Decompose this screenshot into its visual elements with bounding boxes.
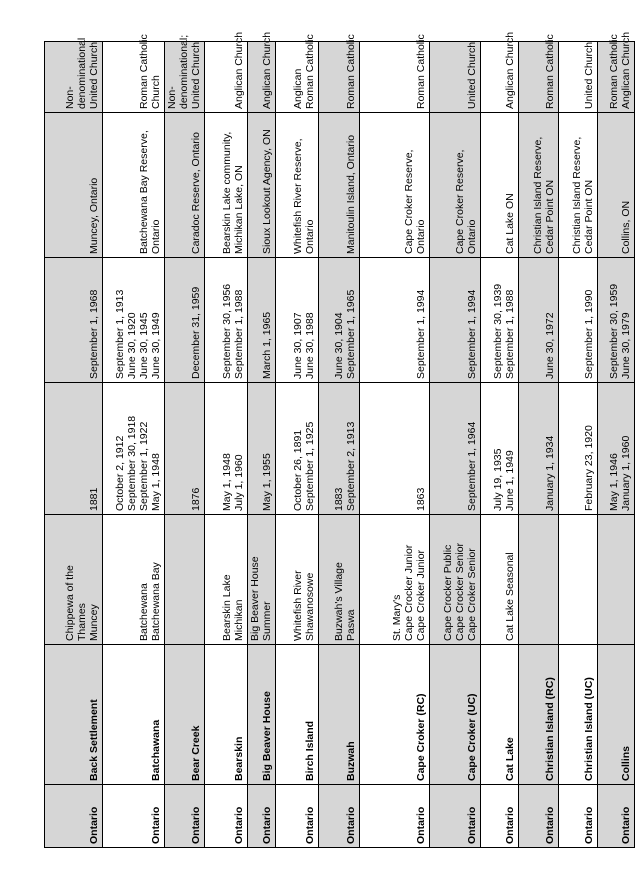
opened-date-line: September 1, 1922 <box>138 421 150 511</box>
opened-date-line: September 2, 1913 <box>345 421 357 511</box>
closed-date-cell <box>276 258 319 383</box>
school-names-line: Chippewa of the <box>64 565 76 641</box>
table-row <box>598 42 635 848</box>
school-names-cell <box>103 515 165 645</box>
opened-date-line: May 1, 1946 <box>608 453 620 511</box>
band-text: Christian Island (RC) <box>544 677 556 781</box>
table-row <box>319 42 360 848</box>
location-line: Collins, ON <box>620 200 632 254</box>
religion-cell <box>45 37 103 113</box>
location-line: Cape Croker Reserve, <box>403 149 415 254</box>
table-row <box>103 42 165 848</box>
school-names-line: Big Beaver House <box>249 556 261 641</box>
religion-line: Roman Catholic <box>345 34 357 109</box>
school-names-cell <box>205 515 248 645</box>
religion-line: Anglican <box>292 68 304 109</box>
opened-date-line: October 26, 1891 <box>292 429 304 511</box>
band-cell <box>276 645 319 785</box>
province-cell <box>559 785 598 848</box>
schools-table <box>44 31 635 848</box>
location-cell <box>519 113 559 258</box>
religion-line: Roman Catholic <box>415 34 427 109</box>
opened-date-line: July 1, 1960 <box>233 454 245 511</box>
band-cell <box>559 645 598 785</box>
opened-date-cell <box>481 383 519 515</box>
closed-date-line: September 30, 1956 <box>221 283 233 379</box>
location-line: Ontario <box>304 219 316 254</box>
closed-date-line: September 30, 1939 <box>492 283 504 379</box>
closed-date-cell <box>319 258 360 383</box>
band-text: Birch Island <box>304 720 316 781</box>
religion-cell <box>205 31 248 113</box>
province-cell <box>519 785 559 848</box>
religion-line: Anglican Church <box>233 31 245 109</box>
closed-date-line: September 1, 1990 <box>583 289 595 379</box>
closed-date-line: September 1, 1968 <box>88 289 100 379</box>
school-names-line: Cape Croker Senior <box>466 548 478 641</box>
religion-cell <box>598 31 635 113</box>
province-text: Ontario <box>504 806 516 844</box>
school-names-cell <box>319 515 360 645</box>
band-text: Buzwah <box>345 741 357 781</box>
province-text: Ontario <box>583 806 595 844</box>
province-cell <box>598 785 635 848</box>
opened-date-line: July 19, 1935 <box>492 448 504 511</box>
opened-date-cell <box>165 383 205 515</box>
religion-line: denominational <box>76 37 88 109</box>
school-names-line: Muncey <box>88 604 100 641</box>
opened-date-cell <box>519 383 559 515</box>
table-row <box>248 42 276 848</box>
closed-date-cell <box>598 258 635 383</box>
school-names-cell <box>598 515 635 645</box>
closed-date-line: September 1, 1965 <box>345 289 357 379</box>
rotated-table-frame <box>44 31 632 848</box>
location-cell <box>103 113 165 258</box>
location-line: Bearskin Lake community, <box>221 131 233 254</box>
closed-date-line: June 30, 1988 <box>304 312 316 379</box>
table-row <box>519 42 559 848</box>
opened-date-cell <box>559 383 598 515</box>
closed-date-line: June 30, 1972 <box>544 312 556 379</box>
opened-date-line: 1883 <box>333 487 345 511</box>
school-names-line: St. Mary's <box>391 594 403 641</box>
province-text: Ontario <box>261 806 273 844</box>
opened-date-line: 1876 <box>190 487 202 511</box>
location-cell <box>360 113 430 258</box>
closed-date-cell <box>519 258 559 383</box>
religion-cell <box>319 34 360 113</box>
location-line: Ontario <box>415 219 427 254</box>
band-text: Cape Croker (RC) <box>415 693 427 781</box>
location-line: Christian Island Reserve, <box>571 136 583 254</box>
religion-line: Anglican Church <box>504 31 516 109</box>
band-text: Bear Creek <box>190 725 202 781</box>
band-cell <box>360 645 430 785</box>
band-cell <box>205 645 248 785</box>
band-text: Big Beaver House <box>261 691 273 781</box>
location-cell <box>598 113 635 258</box>
location-cell <box>165 113 205 258</box>
school-names-cell <box>45 515 103 645</box>
religion-cell <box>430 42 481 113</box>
religion-line: United Church <box>583 41 595 109</box>
closed-date-cell <box>481 258 519 383</box>
school-names-line: Paswa <box>345 609 357 641</box>
closed-date-cell <box>559 258 598 383</box>
closed-date-line: June 30, 1979 <box>620 312 632 379</box>
religion-line: Roman Catholic <box>608 34 620 109</box>
school-names-line: Buzwah's Village <box>333 562 345 641</box>
table-row <box>205 42 248 848</box>
province-cell <box>319 785 360 848</box>
province-text: Ontario <box>150 806 162 844</box>
closed-date-cell <box>248 258 276 383</box>
religion-cell <box>165 34 205 113</box>
location-line: Cape Croker Reserve, <box>454 149 466 254</box>
school-names-line: Whitefish River <box>292 570 304 641</box>
opened-date-line: January 1, 1934 <box>544 435 556 511</box>
religion-line: Roman Catholic <box>544 34 556 109</box>
table-body <box>45 31 635 848</box>
opened-date-line: September 30, 1918 <box>126 415 138 511</box>
opened-date-cell <box>276 383 319 515</box>
closed-date-line: June 30, 1920 <box>126 312 138 379</box>
closed-date-line: September 30, 1959 <box>608 283 620 379</box>
school-names-line: Cape Crocker Junior <box>403 544 415 641</box>
province-cell <box>360 785 430 848</box>
location-cell <box>319 113 360 258</box>
band-cell <box>598 645 635 785</box>
opened-date-line: May 1, 1948 <box>221 453 233 511</box>
religion-cell <box>360 34 430 113</box>
location-line: Batchewana Bay Reserve, <box>138 130 150 254</box>
band-text: Cat Lake <box>504 737 516 781</box>
religion-cell <box>519 34 559 113</box>
province-text: Ontario <box>544 806 556 844</box>
school-names-cell <box>430 515 481 645</box>
religion-cell <box>276 34 319 113</box>
province-cell <box>276 785 319 848</box>
table-row <box>559 42 598 848</box>
province-text: Ontario <box>466 806 478 844</box>
band-text: Collins <box>620 745 632 781</box>
school-names-line: Batchewana <box>138 583 150 641</box>
location-line: Sioux Lookout Agency, ON <box>261 129 273 254</box>
school-names-line: Cape Croker Junior <box>415 549 427 641</box>
school-names-line: Summer <box>261 601 273 641</box>
opened-date-cell <box>45 383 103 515</box>
school-names-line: Shawanosowe <box>304 572 316 641</box>
school-names-line: Batchewana Bay <box>150 562 162 641</box>
school-names-cell <box>481 515 519 645</box>
province-cell <box>45 785 103 848</box>
closed-date-cell <box>360 258 430 383</box>
location-cell <box>248 113 276 258</box>
opened-date-line: 1863 <box>415 487 427 511</box>
closed-date-line: September 1, 1994 <box>466 289 478 379</box>
opened-date-line: September 1, 1964 <box>466 421 478 511</box>
closed-date-line: September 1, 1994 <box>415 289 427 379</box>
band-cell <box>45 645 103 785</box>
opened-date-cell <box>360 383 430 515</box>
band-text: Bearskin <box>233 736 245 781</box>
opened-date-cell <box>205 383 248 515</box>
school-names-line: Thames <box>76 603 88 641</box>
province-cell <box>205 785 248 848</box>
province-cell <box>430 785 481 848</box>
table-row <box>276 42 319 848</box>
band-cell <box>319 645 360 785</box>
religion-cell <box>103 34 165 113</box>
location-line: Caradoc Reserve, Ontario <box>190 132 202 254</box>
province-text: Ontario <box>190 806 202 844</box>
table-row <box>360 42 430 848</box>
closed-date-line: September 1, 1988 <box>233 289 245 379</box>
closed-date-line: September 1, 1913 <box>114 289 126 379</box>
opened-date-line: June 1, 1949 <box>504 450 516 511</box>
religion-line: Church <box>150 75 162 109</box>
school-names-line: Cape Crocker Senior <box>454 542 466 641</box>
band-cell <box>519 645 559 785</box>
school-names-line: Michikan <box>233 599 245 641</box>
location-line: Ontario <box>466 219 478 254</box>
opened-date-line: May 1, 1955 <box>261 453 273 511</box>
band-cell <box>165 645 205 785</box>
opened-date-line: January 1, 1960 <box>620 435 632 511</box>
closed-date-cell <box>45 258 103 383</box>
school-names-cell <box>559 515 598 645</box>
closed-date-line: June 30, 1945 <box>138 312 150 379</box>
location-line: Christian Island Reserve, <box>532 136 544 254</box>
location-line: Cat Lake ON <box>504 193 516 254</box>
school-names-cell <box>519 515 559 645</box>
religion-cell <box>248 31 276 113</box>
religion-line: United Church <box>88 41 100 109</box>
band-cell <box>481 645 519 785</box>
opened-date-cell <box>103 383 165 515</box>
location-line: Cedar Point ON <box>544 179 556 254</box>
table-row <box>481 42 519 848</box>
province-text: Ontario <box>233 806 245 844</box>
closed-date-line: June 30, 1949 <box>150 312 162 379</box>
table-row <box>430 42 481 848</box>
religion-line: Roman Catholic <box>304 34 316 109</box>
school-names-cell <box>276 515 319 645</box>
religion-line: Anglican Church <box>620 31 632 109</box>
closed-date-line: March 1, 1965 <box>261 311 273 379</box>
school-names-line: Cat Lake Seasonal <box>504 552 516 641</box>
religion-line: United Church <box>190 41 202 109</box>
location-cell <box>481 113 519 258</box>
province-text: Ontario <box>345 806 357 844</box>
location-cell <box>45 113 103 258</box>
opened-date-line: 1881 <box>88 487 100 511</box>
location-line: Ontario <box>150 219 162 254</box>
table-row <box>45 42 103 848</box>
province-cell <box>481 785 519 848</box>
religion-line: Roman Catholic <box>138 34 150 109</box>
opened-date-cell <box>248 383 276 515</box>
opened-date-cell <box>430 383 481 515</box>
religion-cell <box>481 31 519 113</box>
religion-line: denominational; <box>178 34 190 109</box>
closed-date-line: December 31, 1959 <box>190 286 202 379</box>
religion-cell <box>559 42 598 113</box>
school-names-cell <box>165 515 205 645</box>
religion-line: Anglican Church <box>261 31 273 109</box>
religion-line: Non- <box>64 86 76 109</box>
location-cell <box>430 113 481 258</box>
location-line: Muncey, Ontario <box>88 177 100 254</box>
province-text: Ontario <box>620 806 632 844</box>
band-text: Back Settlement <box>88 699 100 781</box>
location-cell <box>559 113 598 258</box>
opened-date-line: October 2, 1912 <box>114 435 126 511</box>
closed-date-cell <box>430 258 481 383</box>
closed-date-line: June 30, 1907 <box>292 312 304 379</box>
closed-date-cell <box>205 258 248 383</box>
location-line: Michikan Lake, ON <box>233 165 245 254</box>
school-names-line: Cape Crocker Public <box>442 544 454 641</box>
province-text: Ontario <box>304 806 316 844</box>
opened-date-cell <box>319 383 360 515</box>
province-cell <box>248 785 276 848</box>
religion-line: United Church <box>466 41 478 109</box>
school-names-line: Bearskin Lake <box>221 574 233 641</box>
religion-line: Non- <box>166 86 178 109</box>
opened-date-cell <box>598 383 635 515</box>
band-cell <box>430 645 481 785</box>
opened-date-line: February 23, 1920 <box>583 425 595 511</box>
band-text: Christian Island (UC) <box>583 677 595 781</box>
band-cell <box>103 645 165 785</box>
table-row <box>165 42 205 848</box>
school-names-cell <box>248 515 276 645</box>
band-cell <box>248 645 276 785</box>
location-line: Manitoulin Island, Ontario <box>345 134 357 254</box>
province-text: Ontario <box>415 806 427 844</box>
opened-date-line: September 1, 1925 <box>304 421 316 511</box>
school-names-cell <box>360 515 430 645</box>
location-line: Cedar Point ON <box>583 179 595 254</box>
closed-date-line: June 30, 1904 <box>333 312 345 379</box>
province-text: Ontario <box>88 806 100 844</box>
closed-date-cell <box>103 258 165 383</box>
opened-date-line: May 1, 1948 <box>150 453 162 511</box>
location-cell <box>205 113 248 258</box>
province-cell <box>165 785 205 848</box>
closed-date-cell <box>165 258 205 383</box>
band-text: Cape Croker (UC) <box>466 693 478 781</box>
location-cell <box>276 113 319 258</box>
band-text: Batchawana <box>150 719 162 781</box>
closed-date-line: September 1, 1988 <box>504 289 516 379</box>
province-cell <box>103 785 165 848</box>
location-line: Whitefish River Reserve, <box>292 138 304 254</box>
